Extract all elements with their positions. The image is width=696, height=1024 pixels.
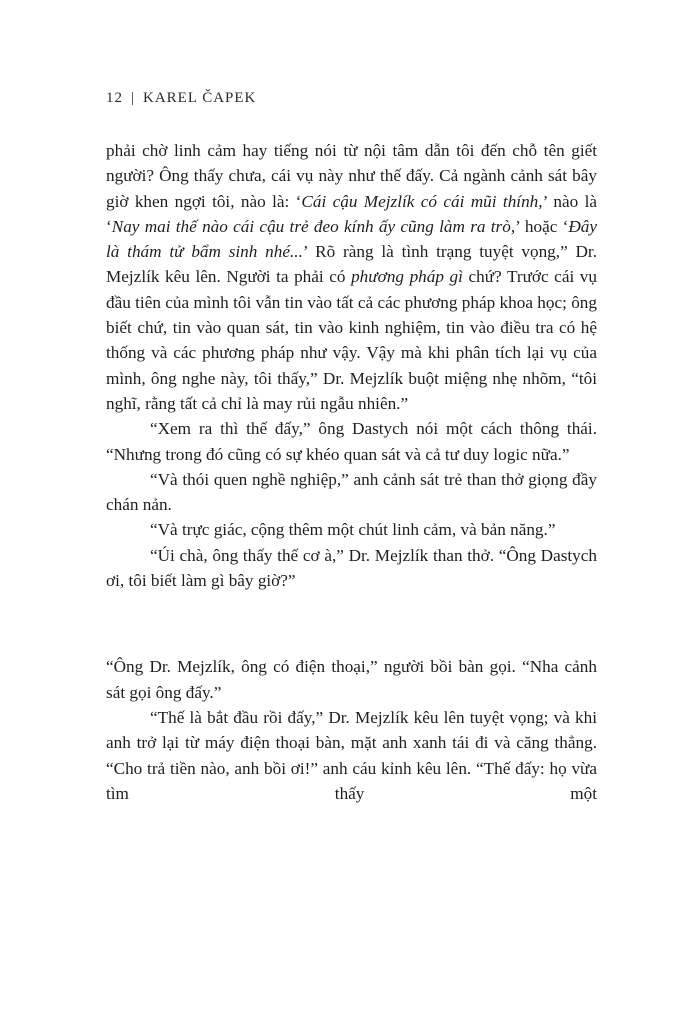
paragraph-3: “Và thói quen nghề nghiệp,” anh cảnh sát trẻ than thở giọng đầy chán nản.	[106, 469, 597, 515]
italic-quote: Nay mai thế nào cái cậu trẻ đeo kính ấy cũng làm ra trò,	[111, 216, 516, 236]
paragraph-5: “Úi chà, ông thấy thế cơ à,” Dr. Mejzlík than thở. “Ông Dastych ơi, tôi biết làm gì bây giờ?”	[106, 545, 597, 591]
author-name: KAREL ČAPEK	[143, 90, 257, 106]
header-separator: |	[131, 90, 136, 106]
italic-quote: Đây là thám tử bẩm sinh nhé...	[106, 216, 597, 262]
paragraph-6: “Ông Dr. Mejzlík, ông có điện thoại,” người bồi bàn gọi. “Nha cảnh sát gọi ông đấy.”	[106, 657, 597, 702]
paragraph-2: “Xem ra thì thế đấy,” ông Dastych nói một cách thông thái. “Nhưng trong đó cũng có sự khéo quan sát và cả tư duy logic nữa.”	[106, 419, 597, 464]
italic-quote: Cái cậu Mejzlík có cái mũi thính,	[301, 191, 543, 211]
paragraph-7: “Thế là bắt đầu rồi đấy,” Dr. Mejzlík kêu lên tuyệt vọng; và khi anh trở lại từ máy điện thoại bàn, mặt anh xanh tái đi và căng thẳng. “Cho trả tiền nào, anh bồi ơi!” anh cáu kỉnh kêu lên. “Thế đấy: họ vừa tìm thấy một	[106, 707, 597, 803]
italic-emphasis: phương pháp gì	[351, 267, 463, 287]
text-run: chứ? Trước cái vụ đầu tiên của mình tôi vẫn tin vào tất cả các phương pháp khoa học; ông biết chứ, tin vào quan sát, tin vào kinh nghiệm, tin vào điều tra có hệ thống và các phương pháp như vậy. Vậy mà khi phân tích lại vụ của mình, ông nghe này, tôi thấy,” Dr. Mejzlík buột miệng nhẹ nhõm, “tôi nghĩ, rằng tất cả chỉ là may rủi ngẫu nhiên.”	[106, 267, 597, 413]
text-run: ’ nào là ‘	[106, 191, 597, 236]
paragraph-4: “Và trực giác, cộng thêm một chút linh cảm, và bản năng.”	[150, 520, 556, 540]
body-text	[106, 138, 597, 806]
running-header	[106, 90, 256, 107]
text-run: ’ Rõ ràng là tình trạng tuyệt vọng,” Dr. Mejzlík kêu lên. Người ta phải có	[106, 242, 597, 287]
text-run: ’ hoặc ‘	[515, 216, 569, 236]
paragraph-1	[106, 138, 597, 416]
page-number: 12	[106, 90, 123, 106]
text-run: phải chờ linh cảm hay tiếng nói từ nội tâm dẫn tôi đến chỗ tên giết người? Ông thấy chưa, cái vụ này như thế đấy. Cả ngành cảnh sát bây giờ khen ngợi tôi, nào là: ‘	[106, 141, 597, 211]
